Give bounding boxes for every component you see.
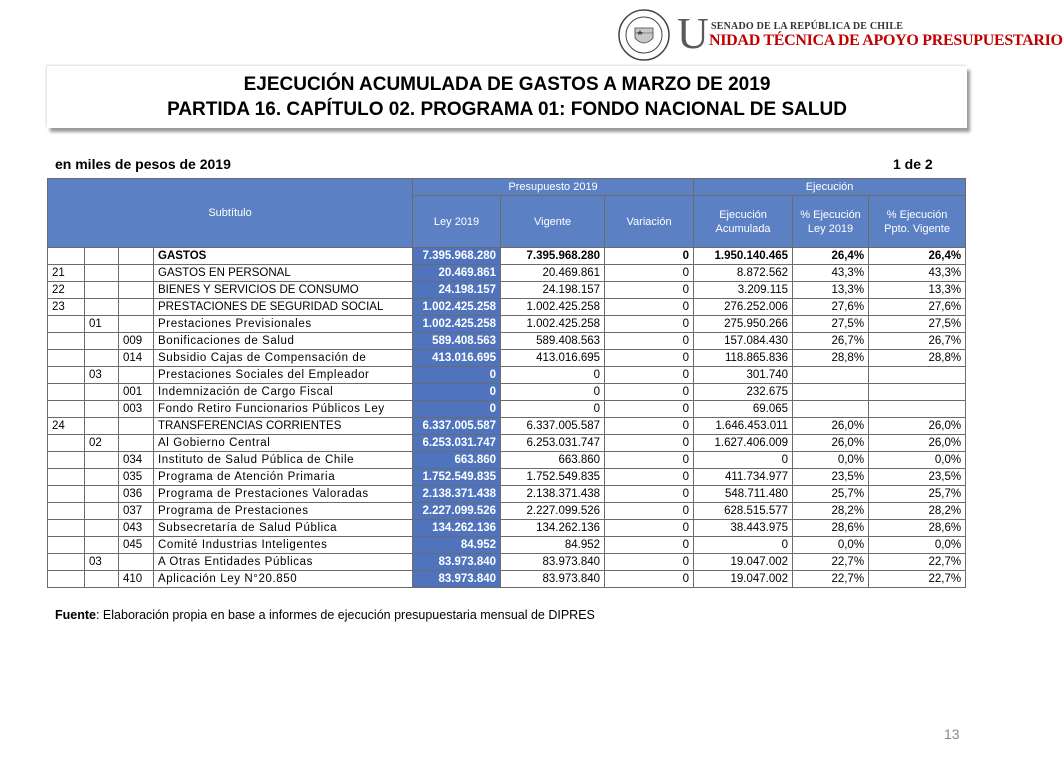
logo-unidad-text: NIDAD TÉCNICA DE APOYO PRESUPUESTARIO	[709, 32, 1063, 49]
cell-pct-vigente: 13,3%	[869, 282, 966, 299]
cell-pct-ley: 25,7%	[793, 486, 869, 503]
cell-ley-2019: 83.973.840	[413, 571, 501, 588]
cell-denominacion: PRESTACIONES DE SEGURIDAD SOCIAL	[154, 299, 413, 316]
cell-asignacion: 034	[119, 452, 154, 469]
cell-vigente: 24.198.157	[501, 282, 605, 299]
page-subtitle: PARTIDA 16. CAPÍTULO 02. PROGRAMA 01: FONDO NACIONAL DE SALUD	[167, 99, 847, 120]
cell-ejecucion-acumulada: 301.740	[694, 367, 793, 384]
cell-item	[85, 452, 119, 469]
cell-variacion: 0	[605, 554, 694, 571]
cell-vigente: 1.752.549.835	[501, 469, 605, 486]
cell-item	[85, 265, 119, 282]
cell-variacion: 0	[605, 248, 694, 265]
cell-ejecucion-acumulada: 19.047.002	[694, 554, 793, 571]
cell-vigente: 2.227.099.526	[501, 503, 605, 520]
institution-logo	[615, 8, 1063, 62]
cell-pct-vigente: 27,5%	[869, 316, 966, 333]
cell-asignacion: 036	[119, 486, 154, 503]
cell-item	[85, 350, 119, 367]
source-label: Fuente	[55, 608, 96, 622]
cell-denominacion: Comité Industrias Inteligentes	[154, 537, 413, 554]
logo-senado-text: SENADO DE LA REPÚBLICA DE CHILE	[711, 21, 904, 32]
cell-variacion: 0	[605, 401, 694, 418]
cell-variacion: 0	[605, 503, 694, 520]
cell-ejecucion-acumulada: 8.872.562	[694, 265, 793, 282]
cell-variacion: 0	[605, 486, 694, 503]
cell-pct-vigente: 28,2%	[869, 503, 966, 520]
cell-vigente: 134.262.136	[501, 520, 605, 537]
table-row	[48, 265, 966, 282]
cell-asignacion	[119, 316, 154, 333]
cell-ejecucion-acumulada: 628.515.577	[694, 503, 793, 520]
cell-pct-vigente: 22,7%	[869, 571, 966, 588]
table-row	[48, 282, 966, 299]
cell-subtitulo	[48, 333, 85, 350]
cell-pct-ley: 26,0%	[793, 435, 869, 452]
col-header-vigente: Vigente	[501, 196, 605, 248]
cell-item	[85, 418, 119, 435]
cell-denominacion: Programa de Prestaciones Valoradas	[154, 486, 413, 503]
table-row	[48, 333, 966, 350]
cell-item: 03	[85, 554, 119, 571]
table-row	[48, 367, 966, 384]
cell-pct-ley: 22,7%	[793, 571, 869, 588]
cell-denominacion: Al Gobierno Central	[154, 435, 413, 452]
cell-pct-ley: 23,5%	[793, 469, 869, 486]
table-row	[48, 350, 966, 367]
cell-ejecucion-acumulada: 232.675	[694, 384, 793, 401]
cell-ley-2019: 24.198.157	[413, 282, 501, 299]
cell-ley-2019: 589.408.563	[413, 333, 501, 350]
cell-vigente: 83.973.840	[501, 554, 605, 571]
cell-subtitulo	[48, 367, 85, 384]
table-row	[48, 384, 966, 401]
cell-variacion: 0	[605, 333, 694, 350]
cell-subtitulo	[48, 452, 85, 469]
cell-variacion: 0	[605, 520, 694, 537]
cell-ejecucion-acumulada: 38.443.975	[694, 520, 793, 537]
cell-variacion: 0	[605, 435, 694, 452]
cell-vigente: 1.002.425.258	[501, 299, 605, 316]
cell-vigente: 6.253.031.747	[501, 435, 605, 452]
cell-ley-2019: 84.952	[413, 537, 501, 554]
cell-vigente: 663.860	[501, 452, 605, 469]
cell-item	[85, 248, 119, 265]
cell-variacion: 0	[605, 452, 694, 469]
cell-ejecucion-acumulada: 1.646.453.011	[694, 418, 793, 435]
table-row	[48, 418, 966, 435]
cell-variacion: 0	[605, 571, 694, 588]
table-row	[48, 299, 966, 316]
cell-denominacion: Instituto de Salud Pública de Chile	[154, 452, 413, 469]
cell-item: 01	[85, 316, 119, 333]
cell-ejecucion-acumulada: 1.950.140.465	[694, 248, 793, 265]
cell-variacion: 0	[605, 418, 694, 435]
cell-ejecucion-acumulada: 19.047.002	[694, 571, 793, 588]
table-row	[48, 486, 966, 503]
cell-subtitulo	[48, 486, 85, 503]
cell-ejecucion-acumulada: 276.252.006	[694, 299, 793, 316]
cell-denominacion: GASTOS EN PERSONAL	[154, 265, 413, 282]
cell-asignacion	[119, 299, 154, 316]
cell-vigente: 20.469.861	[501, 265, 605, 282]
cell-ejecucion-acumulada: 411.734.977	[694, 469, 793, 486]
cell-vigente: 0	[501, 367, 605, 384]
cell-vigente: 1.002.425.258	[501, 316, 605, 333]
table-row	[48, 401, 966, 418]
cell-pct-ley	[793, 384, 869, 401]
cell-asignacion: 043	[119, 520, 154, 537]
cell-pct-ley: 26,4%	[793, 248, 869, 265]
table-row	[48, 520, 966, 537]
cell-variacion: 0	[605, 265, 694, 282]
cell-item	[85, 486, 119, 503]
table-row	[48, 248, 966, 265]
cell-subtitulo	[48, 401, 85, 418]
cell-subtitulo: 23	[48, 299, 85, 316]
cell-pct-vigente: 26,0%	[869, 418, 966, 435]
cell-vigente: 7.395.968.280	[501, 248, 605, 265]
col-header-ejecucion: Ejecución	[694, 179, 966, 196]
cell-asignacion: 001	[119, 384, 154, 401]
cell-pct-ley: 0,0%	[793, 452, 869, 469]
cell-denominacion: Programa de Prestaciones	[154, 503, 413, 520]
cell-ley-2019: 6.337.005.587	[413, 418, 501, 435]
cell-denominacion: TRANSFERENCIAS CORRIENTES	[154, 418, 413, 435]
cell-ejecucion-acumulada: 0	[694, 537, 793, 554]
cell-pct-vigente: 43,3%	[869, 265, 966, 282]
cell-asignacion: 009	[119, 333, 154, 350]
cell-subtitulo	[48, 503, 85, 520]
cell-vigente: 0	[501, 401, 605, 418]
cell-pct-vigente: 26,7%	[869, 333, 966, 350]
cell-ley-2019: 134.262.136	[413, 520, 501, 537]
cell-item: 02	[85, 435, 119, 452]
cell-ejecucion-acumulada: 3.209.115	[694, 282, 793, 299]
table-row	[48, 537, 966, 554]
cell-pct-ley: 28,6%	[793, 520, 869, 537]
cell-variacion: 0	[605, 367, 694, 384]
cell-asignacion: 045	[119, 537, 154, 554]
table-body	[48, 248, 966, 588]
cell-ley-2019: 2.138.371.438	[413, 486, 501, 503]
cell-item	[85, 503, 119, 520]
cell-item	[85, 520, 119, 537]
cell-subtitulo: 22	[48, 282, 85, 299]
cell-asignacion: 035	[119, 469, 154, 486]
cell-pct-ley: 26,7%	[793, 333, 869, 350]
cell-item: 03	[85, 367, 119, 384]
cell-pct-vigente	[869, 384, 966, 401]
cell-asignacion	[119, 282, 154, 299]
cell-denominacion: Prestaciones Sociales del Empleador	[154, 367, 413, 384]
cell-denominacion: Subsecretaría de Salud Pública	[154, 520, 413, 537]
slide-number: 13	[944, 726, 960, 742]
cell-variacion: 0	[605, 299, 694, 316]
cell-ley-2019: 6.253.031.747	[413, 435, 501, 452]
cell-denominacion: Aplicación Ley N°20.850	[154, 571, 413, 588]
cell-pct-vigente: 26,0%	[869, 435, 966, 452]
cell-ejecucion-acumulada: 275.950.266	[694, 316, 793, 333]
cell-pct-ley: 28,2%	[793, 503, 869, 520]
cell-pct-ley	[793, 367, 869, 384]
cell-ley-2019: 7.395.968.280	[413, 248, 501, 265]
col-header-pct-vigente: % Ejecución Ppto. Vigente	[869, 196, 966, 248]
table-row	[48, 452, 966, 469]
cell-pct-ley: 27,6%	[793, 299, 869, 316]
cell-item	[85, 571, 119, 588]
cell-ejecucion-acumulada: 69.065	[694, 401, 793, 418]
table-row	[48, 503, 966, 520]
cell-subtitulo	[48, 350, 85, 367]
cell-denominacion: Bonificaciones de Salud	[154, 333, 413, 350]
cell-pct-vigente: 27,6%	[869, 299, 966, 316]
logo-letter: U	[677, 9, 709, 58]
units-label: en miles de pesos de 2019	[55, 156, 231, 172]
col-header-ley: Ley 2019	[413, 196, 501, 248]
source-text: : Elaboración propia en base a informes de ejecución presupuestaria mensual de DIPRES	[95, 608, 595, 622]
cell-vigente: 413.016.695	[501, 350, 605, 367]
cell-pct-vigente: 0,0%	[869, 452, 966, 469]
cell-variacion: 0	[605, 282, 694, 299]
cell-pct-ley: 28,8%	[793, 350, 869, 367]
cell-denominacion: GASTOS	[154, 248, 413, 265]
cell-subtitulo: 21	[48, 265, 85, 282]
cell-asignacion	[119, 265, 154, 282]
source-note	[55, 608, 595, 622]
cell-asignacion	[119, 248, 154, 265]
cell-item	[85, 537, 119, 554]
senado-seal-icon	[615, 8, 673, 62]
col-header-ejecucion-acumulada: Ejecución Acumulada	[694, 196, 793, 248]
cell-item	[85, 401, 119, 418]
cell-subtitulo	[48, 520, 85, 537]
cell-denominacion: Fondo Retiro Funcionarios Públicos Ley	[154, 401, 413, 418]
page-indicator: 1 de 2	[893, 156, 933, 172]
cell-vigente: 0	[501, 384, 605, 401]
cell-ley-2019: 1.002.425.258	[413, 299, 501, 316]
cell-subtitulo: 24	[48, 418, 85, 435]
cell-subtitulo	[48, 537, 85, 554]
cell-pct-ley: 26,0%	[793, 418, 869, 435]
cell-pct-ley	[793, 401, 869, 418]
cell-pct-vigente: 28,6%	[869, 520, 966, 537]
cell-pct-ley: 22,7%	[793, 554, 869, 571]
cell-variacion: 0	[605, 537, 694, 554]
cell-ejecucion-acumulada: 118.865.836	[694, 350, 793, 367]
cell-ley-2019: 0	[413, 384, 501, 401]
col-header-pct-ley: % Ejecución Ley 2019	[793, 196, 869, 248]
cell-subtitulo	[48, 248, 85, 265]
cell-pct-vigente	[869, 367, 966, 384]
cell-pct-ley: 27,5%	[793, 316, 869, 333]
cell-ley-2019: 20.469.861	[413, 265, 501, 282]
cell-subtitulo	[48, 384, 85, 401]
cell-subtitulo	[48, 316, 85, 333]
cell-pct-ley: 13,3%	[793, 282, 869, 299]
cell-pct-vigente: 28,8%	[869, 350, 966, 367]
cell-ley-2019: 0	[413, 401, 501, 418]
cell-ejecucion-acumulada: 0	[694, 452, 793, 469]
cell-item	[85, 333, 119, 350]
cell-ley-2019: 1.002.425.258	[413, 316, 501, 333]
cell-ejecucion-acumulada: 1.627.406.009	[694, 435, 793, 452]
cell-ley-2019: 413.016.695	[413, 350, 501, 367]
page-title: EJECUCIÓN ACUMULADA DE GASTOS A MARZO DE 2019	[243, 74, 771, 95]
cell-variacion: 0	[605, 350, 694, 367]
table-row	[48, 554, 966, 571]
cell-variacion: 0	[605, 469, 694, 486]
col-header-presupuesto: Presupuesto 2019	[413, 179, 694, 196]
cell-asignacion: 037	[119, 503, 154, 520]
cell-vigente: 6.337.005.587	[501, 418, 605, 435]
cell-ley-2019: 1.752.549.835	[413, 469, 501, 486]
cell-denominacion: BIENES Y SERVICIOS DE CONSUMO	[154, 282, 413, 299]
cell-pct-ley: 0,0%	[793, 537, 869, 554]
cell-subtitulo	[48, 469, 85, 486]
cell-pct-vigente: 25,7%	[869, 486, 966, 503]
cell-asignacion	[119, 554, 154, 571]
cell-ley-2019: 2.227.099.526	[413, 503, 501, 520]
cell-pct-vigente: 22,7%	[869, 554, 966, 571]
table-row	[48, 316, 966, 333]
cell-ley-2019: 83.973.840	[413, 554, 501, 571]
cell-variacion: 0	[605, 384, 694, 401]
cell-item	[85, 384, 119, 401]
cell-asignacion	[119, 435, 154, 452]
title-box	[47, 66, 967, 128]
table-row	[48, 571, 966, 588]
table-row	[48, 469, 966, 486]
table-row	[48, 435, 966, 452]
cell-ley-2019: 0	[413, 367, 501, 384]
cell-item	[85, 299, 119, 316]
cell-pct-vigente: 26,4%	[869, 248, 966, 265]
cell-asignacion: 014	[119, 350, 154, 367]
cell-asignacion: 003	[119, 401, 154, 418]
col-header-variacion: Variación	[605, 196, 694, 248]
cell-vigente: 83.973.840	[501, 571, 605, 588]
cell-asignacion	[119, 418, 154, 435]
cell-asignacion: 410	[119, 571, 154, 588]
cell-subtitulo	[48, 554, 85, 571]
cell-variacion: 0	[605, 316, 694, 333]
cell-denominacion: Indemnización de Cargo Fiscal	[154, 384, 413, 401]
cell-pct-ley: 43,3%	[793, 265, 869, 282]
budget-table	[47, 178, 966, 588]
cell-denominacion: A Otras Entidades Públicas	[154, 554, 413, 571]
cell-ley-2019: 663.860	[413, 452, 501, 469]
cell-denominacion: Programa de Atención Primaria	[154, 469, 413, 486]
cell-subtitulo	[48, 435, 85, 452]
cell-pct-vigente	[869, 401, 966, 418]
cell-item	[85, 282, 119, 299]
cell-pct-vigente: 0,0%	[869, 537, 966, 554]
cell-subtitulo	[48, 571, 85, 588]
cell-denominacion: Subsidio Cajas de Compensación de	[154, 350, 413, 367]
cell-pct-vigente: 23,5%	[869, 469, 966, 486]
cell-denominacion: Prestaciones Previsionales	[154, 316, 413, 333]
cell-vigente: 84.952	[501, 537, 605, 554]
cell-ejecucion-acumulada: 548.711.480	[694, 486, 793, 503]
cell-item	[85, 469, 119, 486]
col-header-subtitulo: Subtítulo	[48, 179, 413, 248]
cell-ejecucion-acumulada: 157.084.430	[694, 333, 793, 350]
cell-vigente: 2.138.371.438	[501, 486, 605, 503]
cell-vigente: 589.408.563	[501, 333, 605, 350]
cell-asignacion	[119, 367, 154, 384]
